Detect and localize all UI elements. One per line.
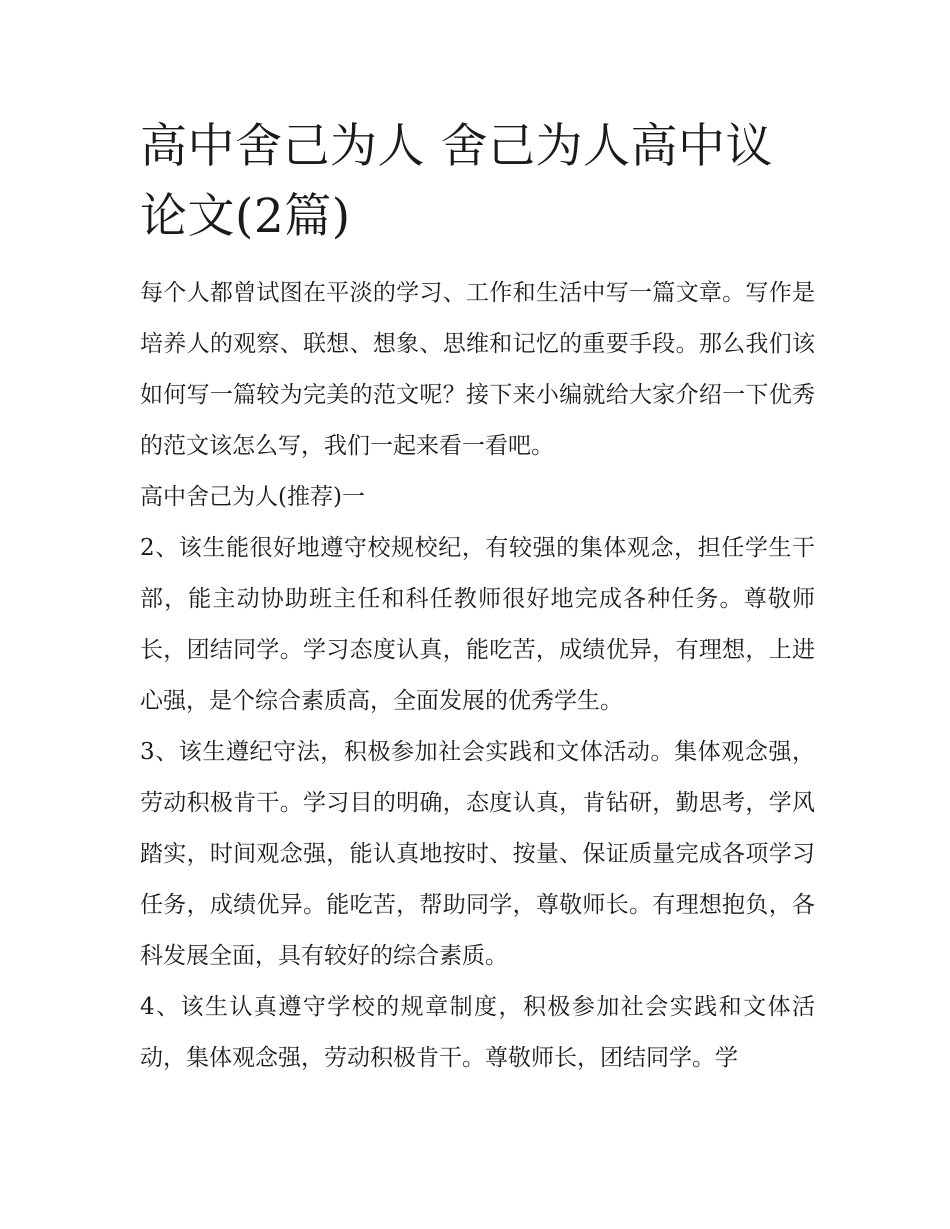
comment-paragraph-4: 4、该生认真遵守学校的规章制度，积极参加社会实践和文体活动，集体观念强，劳动积极肯干。尊敬师长，团结同学。学: [140, 994, 815, 1071]
comment-paragraph-3: 3、该生遵纪守法，积极参加社会实践和文体活动。集体观念强，劳动积极肯干。学习目的明确，态度认真，肯钻研，勤思考，学风踏实，时间观念强，能认真地按时、按量、保证质量完成各项学习任务，成绩优异。能吃苦，帮助同学，尊敬师长。有理想抱负，各科发展全面，具有较好的综合素质。: [140, 739, 815, 969]
section-heading: 高中舍己为人(推荐)一: [140, 484, 365, 510]
comment-paragraph-2: 2、该生能很好地遵守校规校纪，有较强的集体观念，担任学生干部，能主动协助班主任和科任教师很好地完成各种任务。尊敬师长，团结同学。学习态度认真，能吃苦，成绩优异，有理想，上进心强，是个综合素质高，全面发展的优秀学生。: [140, 535, 815, 714]
document-page: [140, 112, 815, 1084]
document-title: 高中舍己为人 舍己为人高中议论文(2篇): [140, 119, 773, 244]
intro-paragraph: 每个人都曾试图在平淡的学习、工作和生活中写一篇文章。写作是培养人的观察、联想、想象、思维和记忆的重要手段。那么我们该如何写一篇较为完美的范文呢？接下来小编就给大家介绍一下优秀的范文该怎么写，我们一起来看一看吧。: [140, 280, 815, 459]
